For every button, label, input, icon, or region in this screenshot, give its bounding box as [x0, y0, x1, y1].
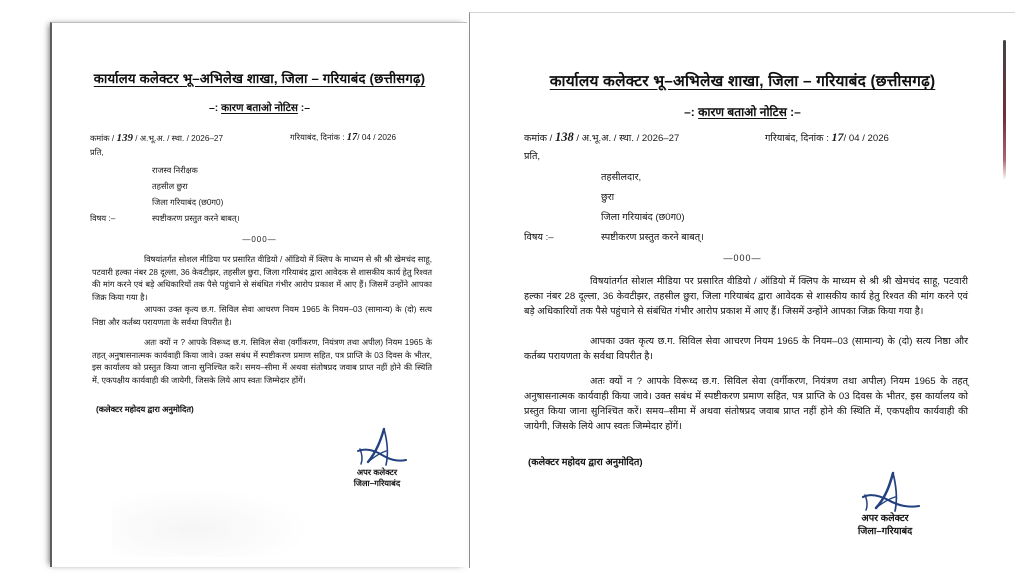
- date-day: 17: [831, 130, 844, 144]
- place-date-line: [290, 132, 396, 143]
- addressee-line-3: जिला गरियाबंद (छ0ग0): [152, 198, 224, 207]
- signature-mark: [317, 427, 437, 473]
- reference-number: 138: [554, 130, 574, 144]
- paragraph-2: आपका उक्त कृत्य छ.ग. सिविल सेवा आचरण नियम 1965 के नियम–03 (सामान्य) के (दो) सत्य निष्ठा और कर्तब्य परायणता के सर्वथा विपरीत है।: [524, 336, 968, 362]
- to-label: प्रति,: [90, 148, 104, 157]
- document-title: कार्यालय कलेक्टर भू–अभिलेख शाखा, जिला – गरियाबंद (छत्तीसगढ़): [93, 71, 426, 86]
- signature-mark: [815, 471, 955, 517]
- reference-label: कमांक /: [90, 134, 115, 143]
- document-page-right: [469, 12, 1015, 568]
- reference-line: [90, 132, 223, 144]
- paragraph-3: अतः क्यों न ? आपके विरूध्द छ.ग. सिविल सेवा (वर्गीकरण, नियंत्रण तथा अपील) नियम 1965 के तहत् अनुषासनात्मक कार्यवाही किया जावे। उक्त सबंध में स्पष्टीकरण प्रमाण सहित, पत्र प्राप्ति के 03 दिवस के भीतर, इस कार्यालय को प्रस्तुत किया जाना सुनिश्चित करें। समय–सीमा में अथवा संतोषप्रद जवाब प्राप्त नहीं होने की स्थिति में, एकपक्षीय कार्यवाही की जायेगी, जिसके लिये आप स्वतः जिम्मेदार होंगें।: [524, 376, 968, 432]
- addressee-line-1: राजस्व निरीक्षक: [152, 166, 198, 175]
- reference-number: 139: [116, 132, 133, 144]
- reference-line: [524, 130, 679, 145]
- signature-designation: अपर कलेक्टर: [861, 513, 909, 524]
- subtitle-suffix: :–: [786, 105, 801, 119]
- document-subtitle: [52, 101, 467, 115]
- document-content-right: [470, 13, 1015, 568]
- date-rest: / 04 / 2026: [357, 133, 396, 142]
- date-rest: / 04 / 2026: [843, 133, 889, 144]
- subtitle-suffix: :–: [297, 103, 311, 114]
- signature-district: जिला–गरियाबंद: [353, 479, 401, 488]
- place-date-line: [765, 130, 889, 145]
- reference-label: कमांक /: [524, 133, 553, 144]
- document-subtitle: [470, 103, 1015, 120]
- addressee-line-1: तहसीलदार,: [601, 172, 642, 183]
- paragraph-1: विषयांतर्गत सोशल मीडिया पर प्रसारित वीडियो / ऑडियो में क्लिप के माध्यम से श्री श्री खेमचंद साहू, पटवारी हल्का नंबर 28 दूल्ला, 36 केवटीझर, तहसील छुरा, जिला गरियाबंद द्वारा आवेदक से शासकीय कार्य हेतु रिश्वत की मांग करने एवं बड़े अधिकारियों तक पैसे पहुंचाने से संबंधित गंभीर आरोप प्रकाश में आए हैं। जिसमें उन्होंने आपका जिक्र किया गया है।: [92, 255, 432, 303]
- subject-value: स्पष्टीकरण प्रस्तुत करने बाबत्।: [152, 214, 240, 223]
- place-name: गरियाबंद,: [765, 133, 799, 144]
- document-content-left: [52, 23, 467, 567]
- addressee-line-2: तहसील छुरा: [152, 182, 188, 191]
- subtitle-prefix: –:: [208, 103, 222, 114]
- section-separator: —000—: [723, 253, 762, 263]
- subtitle-text: कारण बताओ नोटिस: [221, 103, 298, 114]
- signature-block: [317, 427, 437, 489]
- subject-label: विषय :–: [90, 214, 116, 223]
- subject-value: स्पष्टीकरण प्रस्तुत करने बाबत्।: [601, 232, 704, 243]
- date-day: 17: [346, 132, 358, 143]
- paragraph-2: आपका उक्त कृत्य छ.ग. सिविल सेवा आचरण नियम 1965 के नियम–03 (सामान्य) के (दो) सत्य निष्ठा और कर्तब्य परायणता के सर्वथा विपरीत है।: [92, 305, 432, 327]
- document-title: कार्यालय कलेक्टर भू–अभिलेख शाखा, जिला – गरियाबंद (छत्तीसगढ़): [549, 73, 936, 90]
- document-page-left: [50, 22, 467, 567]
- scan-edge-streak: [1003, 40, 1006, 180]
- signature-block: [815, 471, 955, 537]
- reference-tail: / अ.भू.अ. / स्था. / 2026–27: [135, 134, 224, 143]
- reference-tail: / अ.भू.अ. / स्था. / 2026–27: [576, 133, 680, 144]
- to-label: प्रति,: [524, 151, 541, 162]
- approved-note: (कलेक्टर महोदय द्वारा अनुमोदित): [528, 457, 643, 468]
- signature-designation: अपर कलेक्टर: [356, 468, 398, 477]
- date-label: दिनांक :: [800, 133, 829, 144]
- addressee-line-3: जिला गरियाबंद (छ0ग0): [601, 212, 685, 223]
- date-label: दिनांक :: [320, 133, 345, 142]
- section-separator: —000—: [242, 235, 277, 244]
- approved-note: (कलेक्टर महोदय द्वारा अनुमोदित): [96, 405, 194, 414]
- place-name: गरियाबंद,: [290, 133, 319, 142]
- signature-district: जिला–गरियाबंद: [857, 526, 913, 537]
- paragraph-1: विषयांतर्गत सोशल मीडिया पर प्रसारित वीडियो / ऑडियो में क्लिप के माध्यम से श्री श्री खेमचंद साहू, पटवारी हल्का नंबर 28 दूल्ला, 36 केवटीझर, तहसील छुरा, जिला गरियाबंद द्वारा आवेदक से शासकीय कार्य हेतु रिश्वत की मांग करने एवं बड़े अधिकारियों तक पैसे पहुंचाने से संबंधित गंभीर आरोप प्रकाश में आए हैं। जिसमें उन्होंने आपका जिक्र किया गया है।: [524, 276, 968, 317]
- subtitle-text: कारण बताओ नोटिस: [698, 105, 787, 119]
- subtitle-prefix: –:: [684, 105, 699, 119]
- addressee-line-2: छुरा: [601, 192, 615, 203]
- paragraph-3: अतः क्यों न ? आपके विरूध्द छ.ग. सिविल सेवा (वर्गीकरण, नियंत्रण तथा अपील) नियम 1965 के तहत् अनुषासनात्मक कार्यवाही किया जावे। उक्त सबंध में स्पष्टीकरण प्रमाण सहित, पत्र प्राप्ति के 03 दिवस के भीतर, इस कार्यालय को प्रस्तुत किया जाना सुनिश्चित करें। समय–सीमा में अथवा संतोषप्रद जवाब प्राप्त नहीं होने की स्थिति में, एकपक्षीय कार्यवाही की जायेगी, जिसके लिये आप स्वतः जिम्मेदार होंगें।: [92, 338, 432, 386]
- subject-label: विषय :–: [524, 232, 554, 243]
